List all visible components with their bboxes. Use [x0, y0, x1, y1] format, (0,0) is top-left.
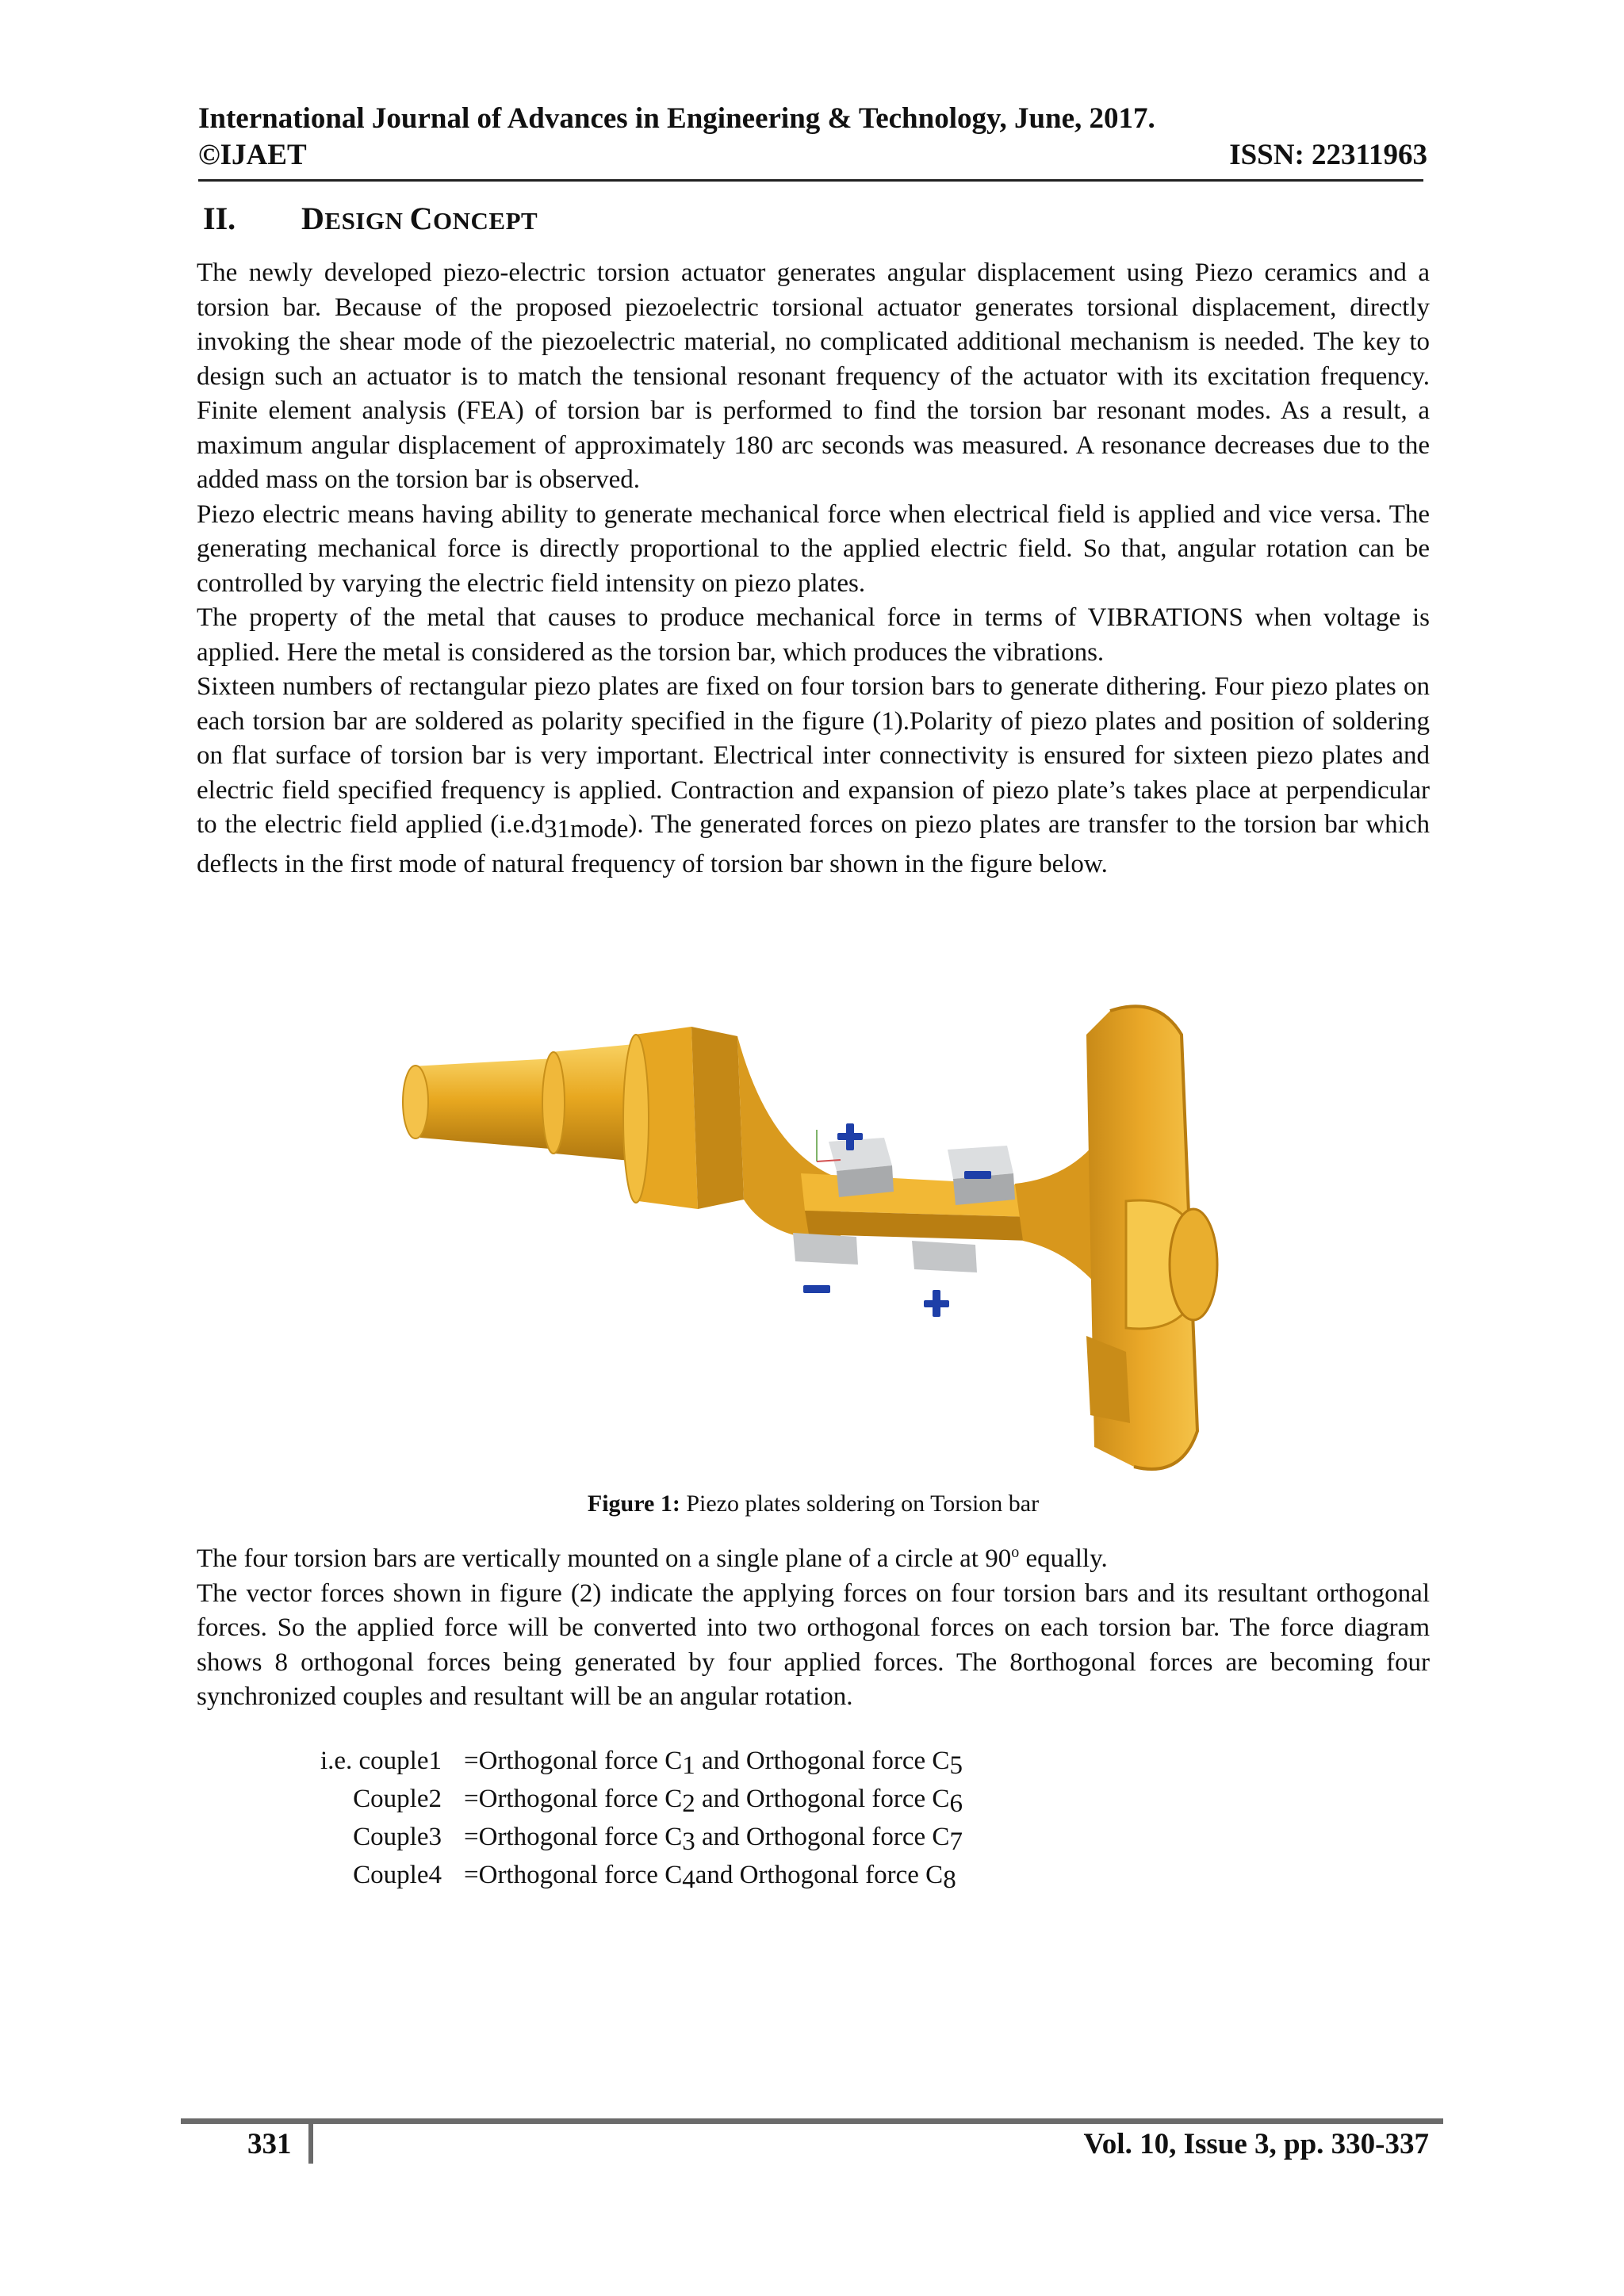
- piezo-plate-bottom-left: [793, 1233, 858, 1265]
- minus-icon: [964, 1171, 991, 1179]
- paragraph-5: The four torsion bars are vertically mounted on a single plane of a circle at 90$^o$ equally.: [197, 1544, 1108, 1573]
- footer-divider: [308, 2124, 313, 2164]
- section-number: II.: [203, 201, 236, 236]
- body-text: [197, 256, 1430, 882]
- body-text-2: [197, 1536, 1430, 1715]
- paragraph-6: The vector forces shown in figure (2) indicate the applying forces on four torsion bars and its resultant orthogonal forces. So the applied force will be converted into two orthogonal forces on each torsion bar. The force diagram shows 8 orthogonal forces being generated by four applied forces. The 8orthogonal forces are becoming four synchronized couples and resultant will be an angular rotation.: [197, 1578, 1430, 1711]
- couple-row: Couple3 =Orthogonal force $C_3$ and Orthogonal force $C_7$: [353, 1823, 963, 1856]
- paragraph-3: The property of the metal that causes to produce mechanical force in terms of VIBRATIONS when voltage is applied. Here the metal is considered as the torsion bar, which produces the vibrations.: [197, 603, 1430, 667]
- couple-row: Couple4 =Orthogonal force $C_4and$ Orthogonal force $C_8$: [353, 1861, 956, 1894]
- piezo-plate-top-left: [829, 1138, 894, 1197]
- paragraph-2: Piezo electric means having ability to generate mechanical force when electrical field is applied and vice versa. The generating mechanical force is directly proportional to the applied electric field. So that, angular rotation can be controlled by varying the electric field intensity on piezo plates.: [197, 499, 1430, 598]
- figure-caption: Figure 1: Piezo plates soldering on Torsion bar: [587, 1490, 1040, 1517]
- couples-list: [238, 1742, 1110, 1894]
- flange: [1086, 1006, 1217, 1469]
- minus-icon: [803, 1285, 830, 1293]
- shaft-stub: [403, 1058, 559, 1150]
- figure-torsion-bar: [396, 1003, 1221, 1479]
- volume-info: Vol. 10, Issue 3, pp. 330-337: [1083, 2128, 1429, 2160]
- paragraph-4: Sixteen numbers of rectangular piezo plates are fixed on four torsion bars to generate dithering. Four piezo plates on each torsion bar are soldered as polarity specified in the figure (1).Polarity of piezo plates and position of soldering on flat surface of torsion bar is very important. Electrical inter connectivity is ensured for sixteen piezo plates and electric field specified frequency is applied. Contraction and expansion of piezo plate’s takes place at perpendicular to the electric field applied $(i.e.d_{31mode})$. The generated forces on piezo plates are transfer to the torsion bar which deflects in the first mode of natural frequency of torsion bar shown in the figure below.: [197, 672, 1430, 878]
- piezo-plate-bottom-right: [912, 1241, 977, 1272]
- first-block: [623, 1027, 744, 1209]
- plus-icon: [924, 1290, 949, 1317]
- footer-rule: [181, 2118, 1443, 2124]
- issn: ISSN: 22311963: [1229, 139, 1427, 171]
- header-rule: [198, 179, 1423, 182]
- section-title: DESIGN CONCEPT: [301, 201, 538, 236]
- couple-row: i.e. couple1 =Orthogonal force $C_1$ and Orthogonal force $C_5$: [320, 1747, 963, 1780]
- paragraph-1: The newly developed piezo-electric torsion actuator generates angular displacement using Piezo ceramics and a torsion bar. Because of the proposed piezoelectric torsional actuator generates torsional displacement, directly invoking the shear mode of the piezoelectric material, no complicated additional mechanism is needed. The key to design such an actuator is to match the tensional resonant frequency of the actuator with its excitation frequency. Finite element analysis (FEA) of torsion bar is performed to find the torsion bar resonant modes. As a result, a maximum angular displacement of approximately 180 arc seconds was measured. A resonance decreases due to the added mass on the torsion bar is observed.: [197, 258, 1430, 494]
- page-number: 331: [247, 2128, 292, 2160]
- couple-row: Couple2 =Orthogonal force $C_2$ and Orthogonal force $C_6$: [353, 1785, 963, 1818]
- copyright: ©IJAET: [198, 139, 307, 171]
- journal-title: International Journal of Advances in Engineering & Technology, June, 2017.: [198, 102, 1155, 135]
- section-heading: [203, 200, 917, 244]
